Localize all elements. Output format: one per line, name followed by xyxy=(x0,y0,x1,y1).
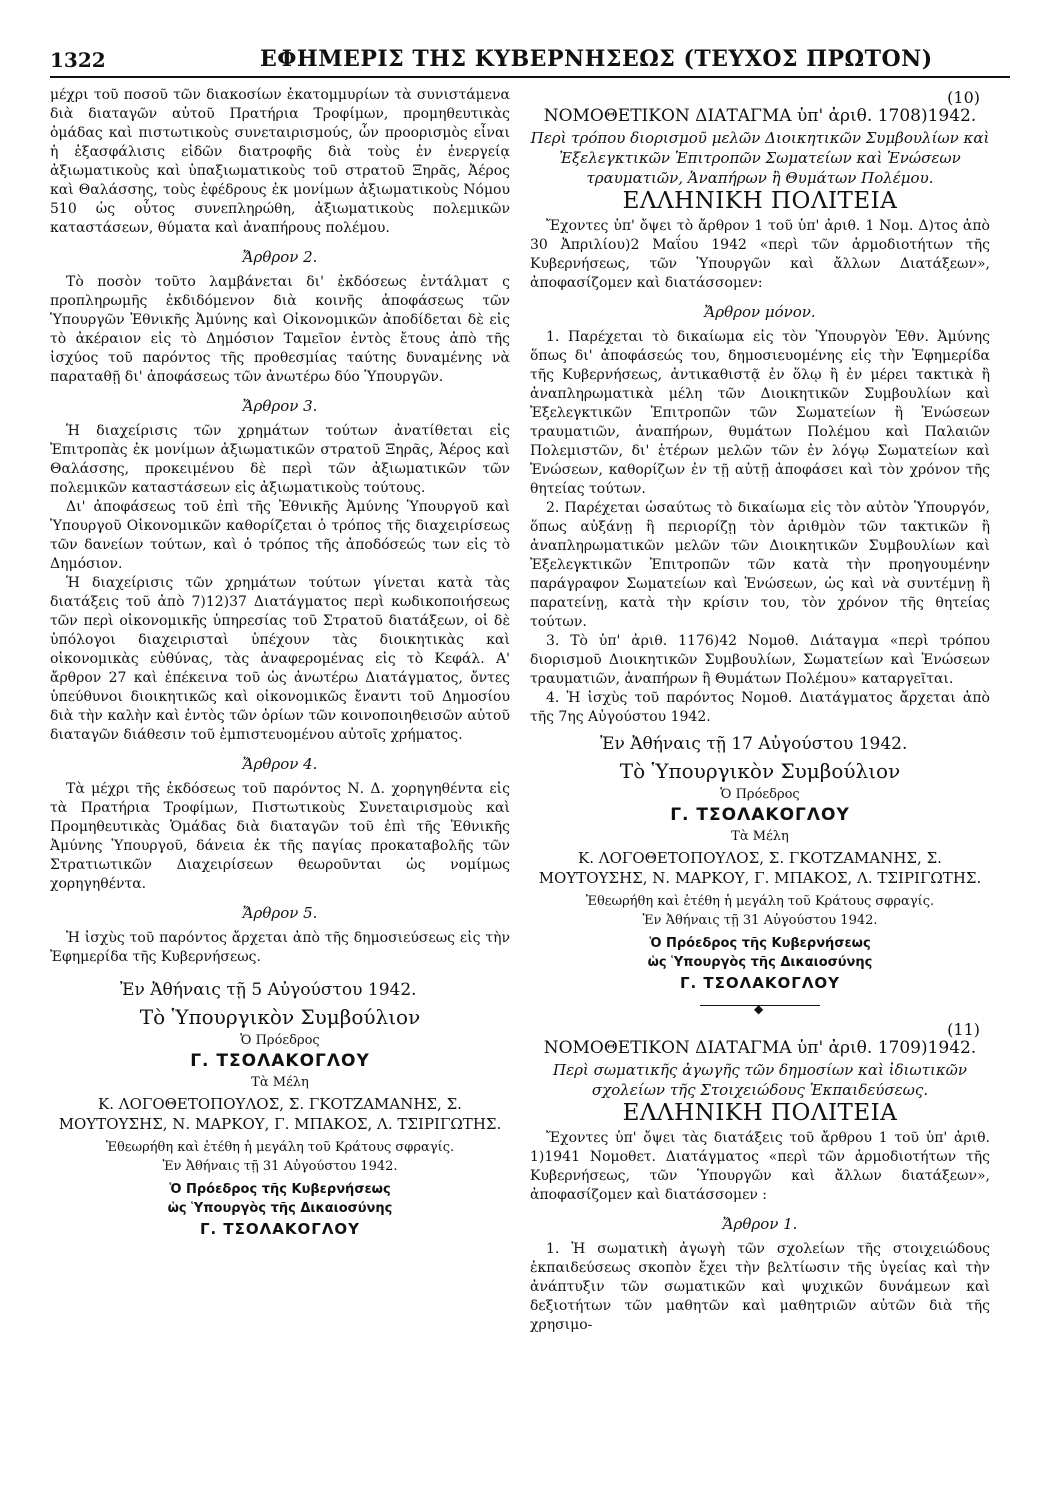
decree-paragraph: 1. Παρέχεται τὸ δικαίωμα εἰς τὸν Ὑπουργὸν Ἐθν. Ἀμύνης ὅπως δι' ἀποφάσεώς του, δημοσιευομένης εἰς τὴν Ἐφημερίδα τῆς Κυβερνήσεως, ἀντικαθιστᾷ ἐν ὅλῳ ἢ ἐν μέρει τακτικὰ ἢ ἀναπληρωματικὰ μέλη τῶν Διοικητικῶν Συμβουλίων καὶ Ἐξελεγκτικῶν Ἐπιτροπῶν τῶν Σωματείων ἢ Ἑνώσεων τραυματιῶν, ἀναπήρων, θυμάτων Πολέμου καὶ Παλαιῶν Πολεμιστῶν, δι' ἑτέρων μελῶν τῶν ἐν λόγῳ Σωματείων καὶ Ἑνώσεων, καθορίζων ἐν τῇ αὐτῇ ἀποφάσει καὶ τὸν χρόνον τῆς θητείας τούτων. xyxy=(530,329,990,497)
justice-role: ὡς Ὑπουργὸς τῆς Δικαιοσύνης xyxy=(647,955,873,970)
president-name: Γ. ΤΣΟΛΑΚΟΓΛΟΥ xyxy=(190,1051,370,1071)
justice-title: Ὁ Πρόεδρος τῆς Κυβερνήσεως xyxy=(169,1182,391,1197)
decree-paragraph: 3. Τὸ ὑπ' ἀριθ. 1176)42 Νομοθ. Διάταγμα «περὶ τρόπου διορισμοῦ Διοικητικῶν Συμβουλίων, Σωματείων καὶ Ἑνώσεων τραυματιῶν, ἀναπήρων ἢ Θυμάτων Πολέμου» καταργεῖται. xyxy=(530,633,990,687)
left-column xyxy=(50,86,510,1241)
members-label: Τὰ Μέλη xyxy=(731,829,789,844)
article-3-paragraph: Ἡ διαχείρισις τῶν χρημάτων τούτων γίνεται κατὰ τὰς διατάξεις τοῦ ἀπὸ 7)12)37 Διατάγματος περὶ κωδικοποιήσεως τῶν περὶ οἰκονομικῆς ὑπηρεσίας τοῦ Στρατοῦ διατάξεων, οἱ δὲ ὑπόλογοι διαχειρισταὶ ὑπέχουν τὰς διοικητικὰς καὶ οἰκονομικὰς εὐθύνας, τὰς ἀναφερομένας εἰς τὸ Κεφάλ. Α' ἄρθρον 27 καὶ ἐπέκεινα τοῦ ὡς ἀνωτέρω Διατάγματος, ὄντες ὑπεύθυνοι διοικητικῶς καὶ οἰκονομικῶς ἔναντι τοῦ Δημοσίου διὰ τὴν καλὴν καὶ ἐντὸς τῶν ὁρίων τῶν κοινοποιηθεισῶν αὐτοῦ διαταγῶν διάθεσιν τοῦ ἐμπιστευομένου αὐτοῖς χρήματος. xyxy=(50,575,510,743)
article-3-paragraph: Ἡ διαχείρισις τῶν χρημάτων τούτων ἀνατίθεται εἰς Ἐπιτροπὰς ἐκ μονίμων ἀξιωματικῶν στρατοῦ Ξηρᾶς, Ἀέρος καὶ Θαλάσσης, προκειμένου δὲ περὶ τῶν ἀξιωματικῶν τῶν πολεμικῶν καταστάσεων εἰς ἀξιωματικοὺς τούτους. xyxy=(50,423,510,496)
article-5-text: Ἡ ἰσχὺς τοῦ παρόντος ἄρχεται ἀπὸ τῆς δημοσιεύσεως εἰς τὴν Ἐφημερίδα τῆς Κυβερνήσεως. xyxy=(50,930,510,965)
page-number: 1322 xyxy=(50,48,106,72)
decree-number: (11) xyxy=(947,1020,980,1039)
header-rule xyxy=(50,76,1010,78)
decree-subject: Περὶ τρόπου διορισμοῦ μελῶν Διοικητικῶν Συμβουλίων καὶ Ἐξελεγκτικῶν Ἐπιτροπῶν Σωματείων καὶ Ἑνώσεων τραυματιῶν, Ἀναπήρων ἢ Θυμάτων Πολέμου. xyxy=(530,129,990,187)
president-label: Ὁ Πρόεδρος xyxy=(240,1033,320,1048)
seal-statement: Ἐθεωρήθη καὶ ἐτέθη ἡ μεγάλη τοῦ Κράτους σφραγίς. xyxy=(105,1140,455,1155)
gazette-title: ΕΦΗΜΕΡΙΣ ΤΗΣ ΚΥΒΕΡΝΗΣΕΩΣ (ΤΕΥΧΟΣ ΠΡΩΤΟΝ) xyxy=(260,46,933,72)
article-2-text: Τὸ ποσὸν τοῦτο λαμβάνεται δι' ἐκδόσεως ἐντάλματ ς προπληρωμῆς ἐκδιδόμενον διὰ κοινῆς ἀποφάσεως τῶν Ὑπουργῶν Ἐθνικῆς Ἀμύνης καὶ Οἰκονομικῶν ἀποδίδεται δὲ εἰς τὸ ἀκέραιον εἰς τὸ Δημόσιον Ταμεῖον ἐντὸς ἔτους ἀπὸ τῆς ἰσχύος τοῦ παρόντος τῆς προθεσμίας ταύτης δυναμένης νὰ παραταθῇ δι' ἀποφάσεως τῶν ἀνωτέρω δύο Ὑπουργῶν. xyxy=(50,274,510,385)
page-header xyxy=(50,34,1010,74)
continued-text: μέχρι τοῦ ποσοῦ τῶν διακοσίων ἑκατομμυρίων τὰ συνιστάμενα διὰ διαταγῶν αὐτοῦ Πρατήρια Τροφίμων, προμηθευτικὰς ὁμάδας καὶ πιστωτικοὺς συνεταιρισμούς, ὧν προορισμὸς εἶναι ἡ ἐξασφάλισις εἰδῶν διατροφῆς διὰ τοὺς ἐν ἐνεργείᾳ ἀξιωματικοὺς καὶ ὑπαξιωματικοὺς τοῦ στρατοῦ Ξηρᾶς, Ἀέρος καὶ Θαλάσσης, τοὺς ἐφέδρους ἐκ μονίμων ἀξιωματικοὺς Νόμου 510 ὡς οὗτος συνεπληρώθη, ἀξιωματικοὺς πολεμικῶν καταστάσεων, θύματα καὶ ἀναπήρους πολέμου. xyxy=(50,87,510,236)
sole-article-heading: Ἄρθρον μόνον. xyxy=(704,303,816,321)
council-title: Τὸ Ὑπουργικὸν Συμβούλιον xyxy=(619,759,901,783)
council-title: Τὸ Ὑπουργικὸν Συμβούλιον xyxy=(139,1005,421,1029)
article-1-heading: Ἄρθρον 1. xyxy=(722,1215,798,1233)
diamond-ornament-icon: ◆ xyxy=(754,1002,764,1016)
members-label: Τὰ Μέλη xyxy=(251,1075,309,1090)
article-3-heading: Ἄρθρον 3. xyxy=(242,397,318,415)
decree-number: (10) xyxy=(947,88,980,107)
signing-date: Ἐν Ἀθήναις τῇ 5 Αὐγούστου 1942. xyxy=(120,980,417,1000)
article-4-heading: Ἄρθρον 4. xyxy=(242,755,318,773)
members-list: Κ. ΛΟΓΟΘΕΤΟΠΟΥΛΟΣ, Σ. ΓΚΟΤΖΑΜΑΝΗΣ, Σ. ΜΟΥΤΟΥΣΗΣ, Ν. ΜΑΡΚΟΥ, Γ. ΜΠΑΚΟΣ, Λ. ΤΣΙΡΙΓΩΤΗΣ. xyxy=(58,1095,502,1133)
decree-paragraph: 1. Ἡ σωματικὴ ἀγωγὴ τῶν σχολείων τῆς στοιχειώδους ἐκπαιδεύσεως σκοπὸν ἔχει τὴν βελτίωσιν τῆς ὑγείας καὶ τὴν ἀνάπτυξιν τῶν σωματικῶν καὶ ψυχικῶν δυνάμεων καὶ δεξιοτήτων τῶν μαθητῶν καὶ μαθητριῶν αὐτῶν διὰ τῆς χρησιμο- xyxy=(530,1241,990,1333)
decree-paragraph: 2. Παρέχεται ὡσαύτως τὸ δικαίωμα εἰς τὸν αὐτὸν Ὑπουργόν, ὅπως αὐξάνῃ ἢ περιορίζῃ τὸν ἀριθμὸν τῶν τακτικῶν ἢ ἀναπληρωματικῶν μελῶν τῶν Διοικητικῶν Συμβουλίων καὶ Ἐξελεγκτικῶν Ἐπιτροπῶν τῶν κατὰ τὴν προηγουμένην παράγραφον Σωματείων καὶ Ἑνώσεων, ὡς καὶ νὰ συντέμνῃ ἢ παρατείνῃ, κατὰ τὴν κρίσιν του, τὸν χρόνον τῆς θητείας τούτων. xyxy=(530,500,990,630)
decree-title: ΝΟΜΟΘΕΤΙΚΟΝ ΔΙΑΤΑΓΜΑ ὑπ' ἀριθ. 1709)1942. xyxy=(543,1038,977,1058)
justice-title: Ὁ Πρόεδρος τῆς Κυβερνήσεως xyxy=(649,936,871,951)
justice-signer: Γ. ΤΣΟΛΑΚΟΓΛΟΥ xyxy=(679,974,841,992)
seal-statement: Ἐθεωρήθη καὶ ἐτέθη ἡ μεγάλη τοῦ Κράτους σφραγίς. xyxy=(585,894,935,909)
seal-date: Ἐν Ἀθήναις τῇ 31 Αὐγούστου 1942. xyxy=(162,1159,398,1174)
decree-preamble: Ἔχοντες ὑπ' ὄψει τὸ ἄρθρον 1 τοῦ ὑπ' ἀριθ. 1 Νομ. Δ)τος ἀπὸ 30 Ἀπριλίου)2 Μαΐου 1942 «περὶ τῶν ἁρμοδιοτήτων τῆς Κυβερνήσεως, τῶν Ὑπουργῶν καὶ ἄλλων Διατάξεων», ἀποφασίζομεν καὶ διατάσσομεν: xyxy=(530,218,990,291)
article-4-text: Τὰ μέχρι τῆς ἐκδόσεως τοῦ παρόντος Ν. Δ. χορηγηθέντα εἰς τὰ Πρατήρια Τροφίμων, Πιστωτικοὺς Συνεταιρισμοὺς καὶ Προμηθευτικὰς Ὁμάδας διὰ διαταγῶν τοῦ ἐπὶ τῆς Ἐθνικῆς Ἀμύνης Ὑπουργοῦ, δάνεια ἐκ τῆς παγίας προκαταβολῆς τῶν Στρατιωτικῶν Διαχειρίσεων θεωροῦνται ὡς νομίμως χορηγηθέντα. xyxy=(50,781,510,892)
decree-preamble: Ἔχοντες ὑπ' ὄψει τὰς διατάξεις τοῦ ἄρθρου 1 τοῦ ὑπ' ἀριθ. 1)1941 Νομοθετ. Διατάγματος «περὶ τῶν ἁρμοδιοτήτων τῆς Κυβερνήσεως, τῶν Ὑπουργῶν καὶ ἄλλων διατάξεων», ἀποφασίζομεν καὶ διατάσσομεν : xyxy=(530,1130,990,1203)
right-column xyxy=(530,86,990,1335)
justice-signer: Γ. ΤΣΟΛΑΚΟΓΛΟΥ xyxy=(199,1220,361,1238)
section-separator xyxy=(700,1002,820,1016)
state-heading: ΕΛΛΗΝΙΚΗ ΠΟΛΙΤΕΙΑ xyxy=(622,188,898,214)
article-3-paragraph: Δι' ἀποφάσεως τοῦ ἐπὶ τῆς Ἐθνικῆς Ἀμύνης Ὑπουργοῦ καὶ Ὑπουργοῦ Οἰκονομικῶν καθορίζεται ὁ τρόπος τῆς διαχειρίσεως τῶν δανείων τούτων, καὶ ὁ τρόπος τῆς ἀποδόσεώς των εἰς τὸ Δημόσιον. xyxy=(50,499,510,572)
president-label: Ὁ Πρόεδρος xyxy=(720,787,800,802)
seal-date: Ἐν Ἀθήναις τῇ 31 Αὐγούστου 1942. xyxy=(642,913,878,928)
signing-date: Ἐν Ἀθήναις τῇ 17 Αὐγούστου 1942. xyxy=(600,734,908,754)
decree-paragraph: 4. Ἡ ἰσχὺς τοῦ παρόντος Νομοθ. Διατάγματος ἄρχεται ἀπὸ τῆς 7ης Αὐγούστου 1942. xyxy=(530,690,990,725)
members-list: Κ. ΛΟΓΟΘΕΤΟΠΟΥΛΟΣ, Σ. ΓΚΟΤΖΑΜΑΝΗΣ, Σ. ΜΟΥΤΟΥΣΗΣ, Ν. ΜΑΡΚΟΥ, Γ. ΜΠΑΚΟΣ, Λ. ΤΣΙΡΙΓΩΤΗΣ. xyxy=(538,849,982,887)
justice-role: ὡς Ὑπουργὸς τῆς Δικαιοσύνης xyxy=(167,1201,393,1216)
article-2-heading: Ἄρθρον 2. xyxy=(242,248,318,266)
decree-title: ΝΟΜΟΘΕΤΙΚΟΝ ΔΙΑΤΑΓΜΑ ὑπ' ἀριθ. 1708)1942. xyxy=(543,106,977,126)
article-5-heading: Ἄρθρον 5. xyxy=(242,904,318,922)
decree-subject: Περὶ σωματικῆς ἀγωγῆς τῶν δημοσίων καὶ ἰδιωτικῶν σχολείων τῆς Στοιχειώδους Ἐκπαιδεύσεως. xyxy=(552,1061,968,1099)
state-heading: ΕΛΛΗΝΙΚΗ ΠΟΛΙΤΕΙΑ xyxy=(622,1100,898,1126)
president-name: Γ. ΤΣΟΛΑΚΟΓΛΟΥ xyxy=(670,805,850,825)
